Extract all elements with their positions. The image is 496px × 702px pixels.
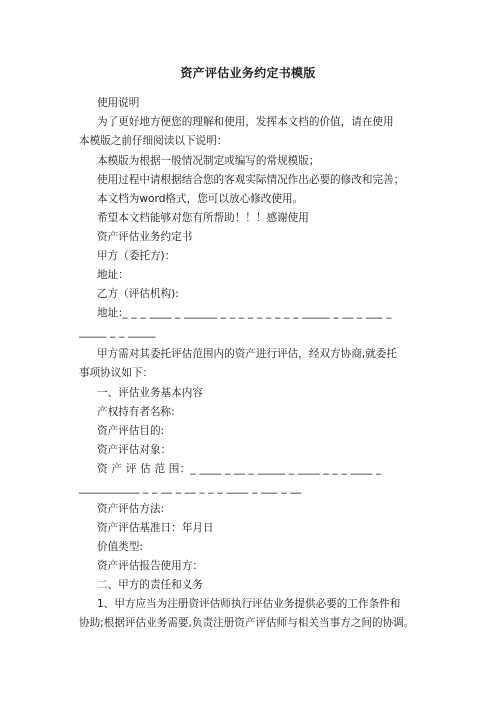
section-heading: 二、甲方的责任和义务 bbox=[97, 579, 203, 591]
address-blank-line: 地址:_ _ _ ____ _ ______ _ _ _ _ _ _ _ _ _ _____ _ __ _ ___ _ bbox=[97, 307, 392, 319]
paragraph-line: 希望本文档能够对您有所帮助！！！感谢使用 bbox=[97, 212, 309, 224]
paragraph-line: 本模版为根据一般情况制定或编写的常规模版； bbox=[97, 155, 320, 167]
paragraph-line: 使用过程中请根据结合您的客观实际情况作出必要的修改和完善； bbox=[97, 174, 405, 186]
party-b-label: 乙方（评估机构): bbox=[97, 288, 179, 300]
field-label: 资产评估对象： bbox=[97, 444, 172, 456]
contract-heading: 资产评估业务约定书 bbox=[97, 231, 193, 243]
field-label: 资产评估目的: bbox=[97, 425, 165, 437]
scope-blank-line: 资 产 评 估 范 围：_ ____ _ __ _ _____ _ ____ _ _ _ ____ _ bbox=[97, 463, 382, 475]
field-label: 价值类型: bbox=[97, 541, 143, 553]
address-label: 地址： bbox=[97, 269, 129, 281]
party-a-label: 甲方（委托方)： bbox=[97, 250, 176, 262]
instructions-heading: 使用说明 bbox=[97, 97, 140, 109]
paragraph-line: 事项协议如下： bbox=[79, 367, 154, 379]
paragraph-line: 协助;根据评估业务需要,负责注册资产评估师与相关当事方之间的协调。 bbox=[79, 617, 415, 629]
field-label: 资产评估报告使用方： bbox=[97, 560, 203, 572]
document-title: 资产评估业务约定书模版 bbox=[180, 66, 316, 80]
field-label: 产权持有者名称: bbox=[97, 406, 175, 418]
field-label: 资产评估方法: bbox=[97, 503, 165, 515]
paragraph-line: 甲方需对其委托评估范围内的资产进行评估，经双方协商,就委托 bbox=[97, 348, 397, 360]
field-label: 资产评估基准日：年月日 bbox=[97, 522, 214, 534]
paragraph-line: 本文档为word格式，您可以放心修改使用。 bbox=[97, 193, 304, 205]
paragraph-line: 本模版之前仔细阅读以下说明： bbox=[79, 135, 228, 147]
section-heading: 一、评估业务基本内容 bbox=[97, 387, 203, 399]
paragraph-line: 为了更好地方便您的理解和使用，发挥本文档的价值，请在使用 bbox=[97, 116, 394, 128]
address-blank-line-continued: _____ _ _ _____ bbox=[79, 326, 156, 338]
scope-blank-line-continued: ___________ _ _ __ _ __ _ _ _ ____ _ ___ _ __ bbox=[79, 482, 302, 494]
paragraph-line: 1、甲方应当为注册资评估师执行评估业务提供必要的工作条件和 bbox=[97, 598, 401, 610]
